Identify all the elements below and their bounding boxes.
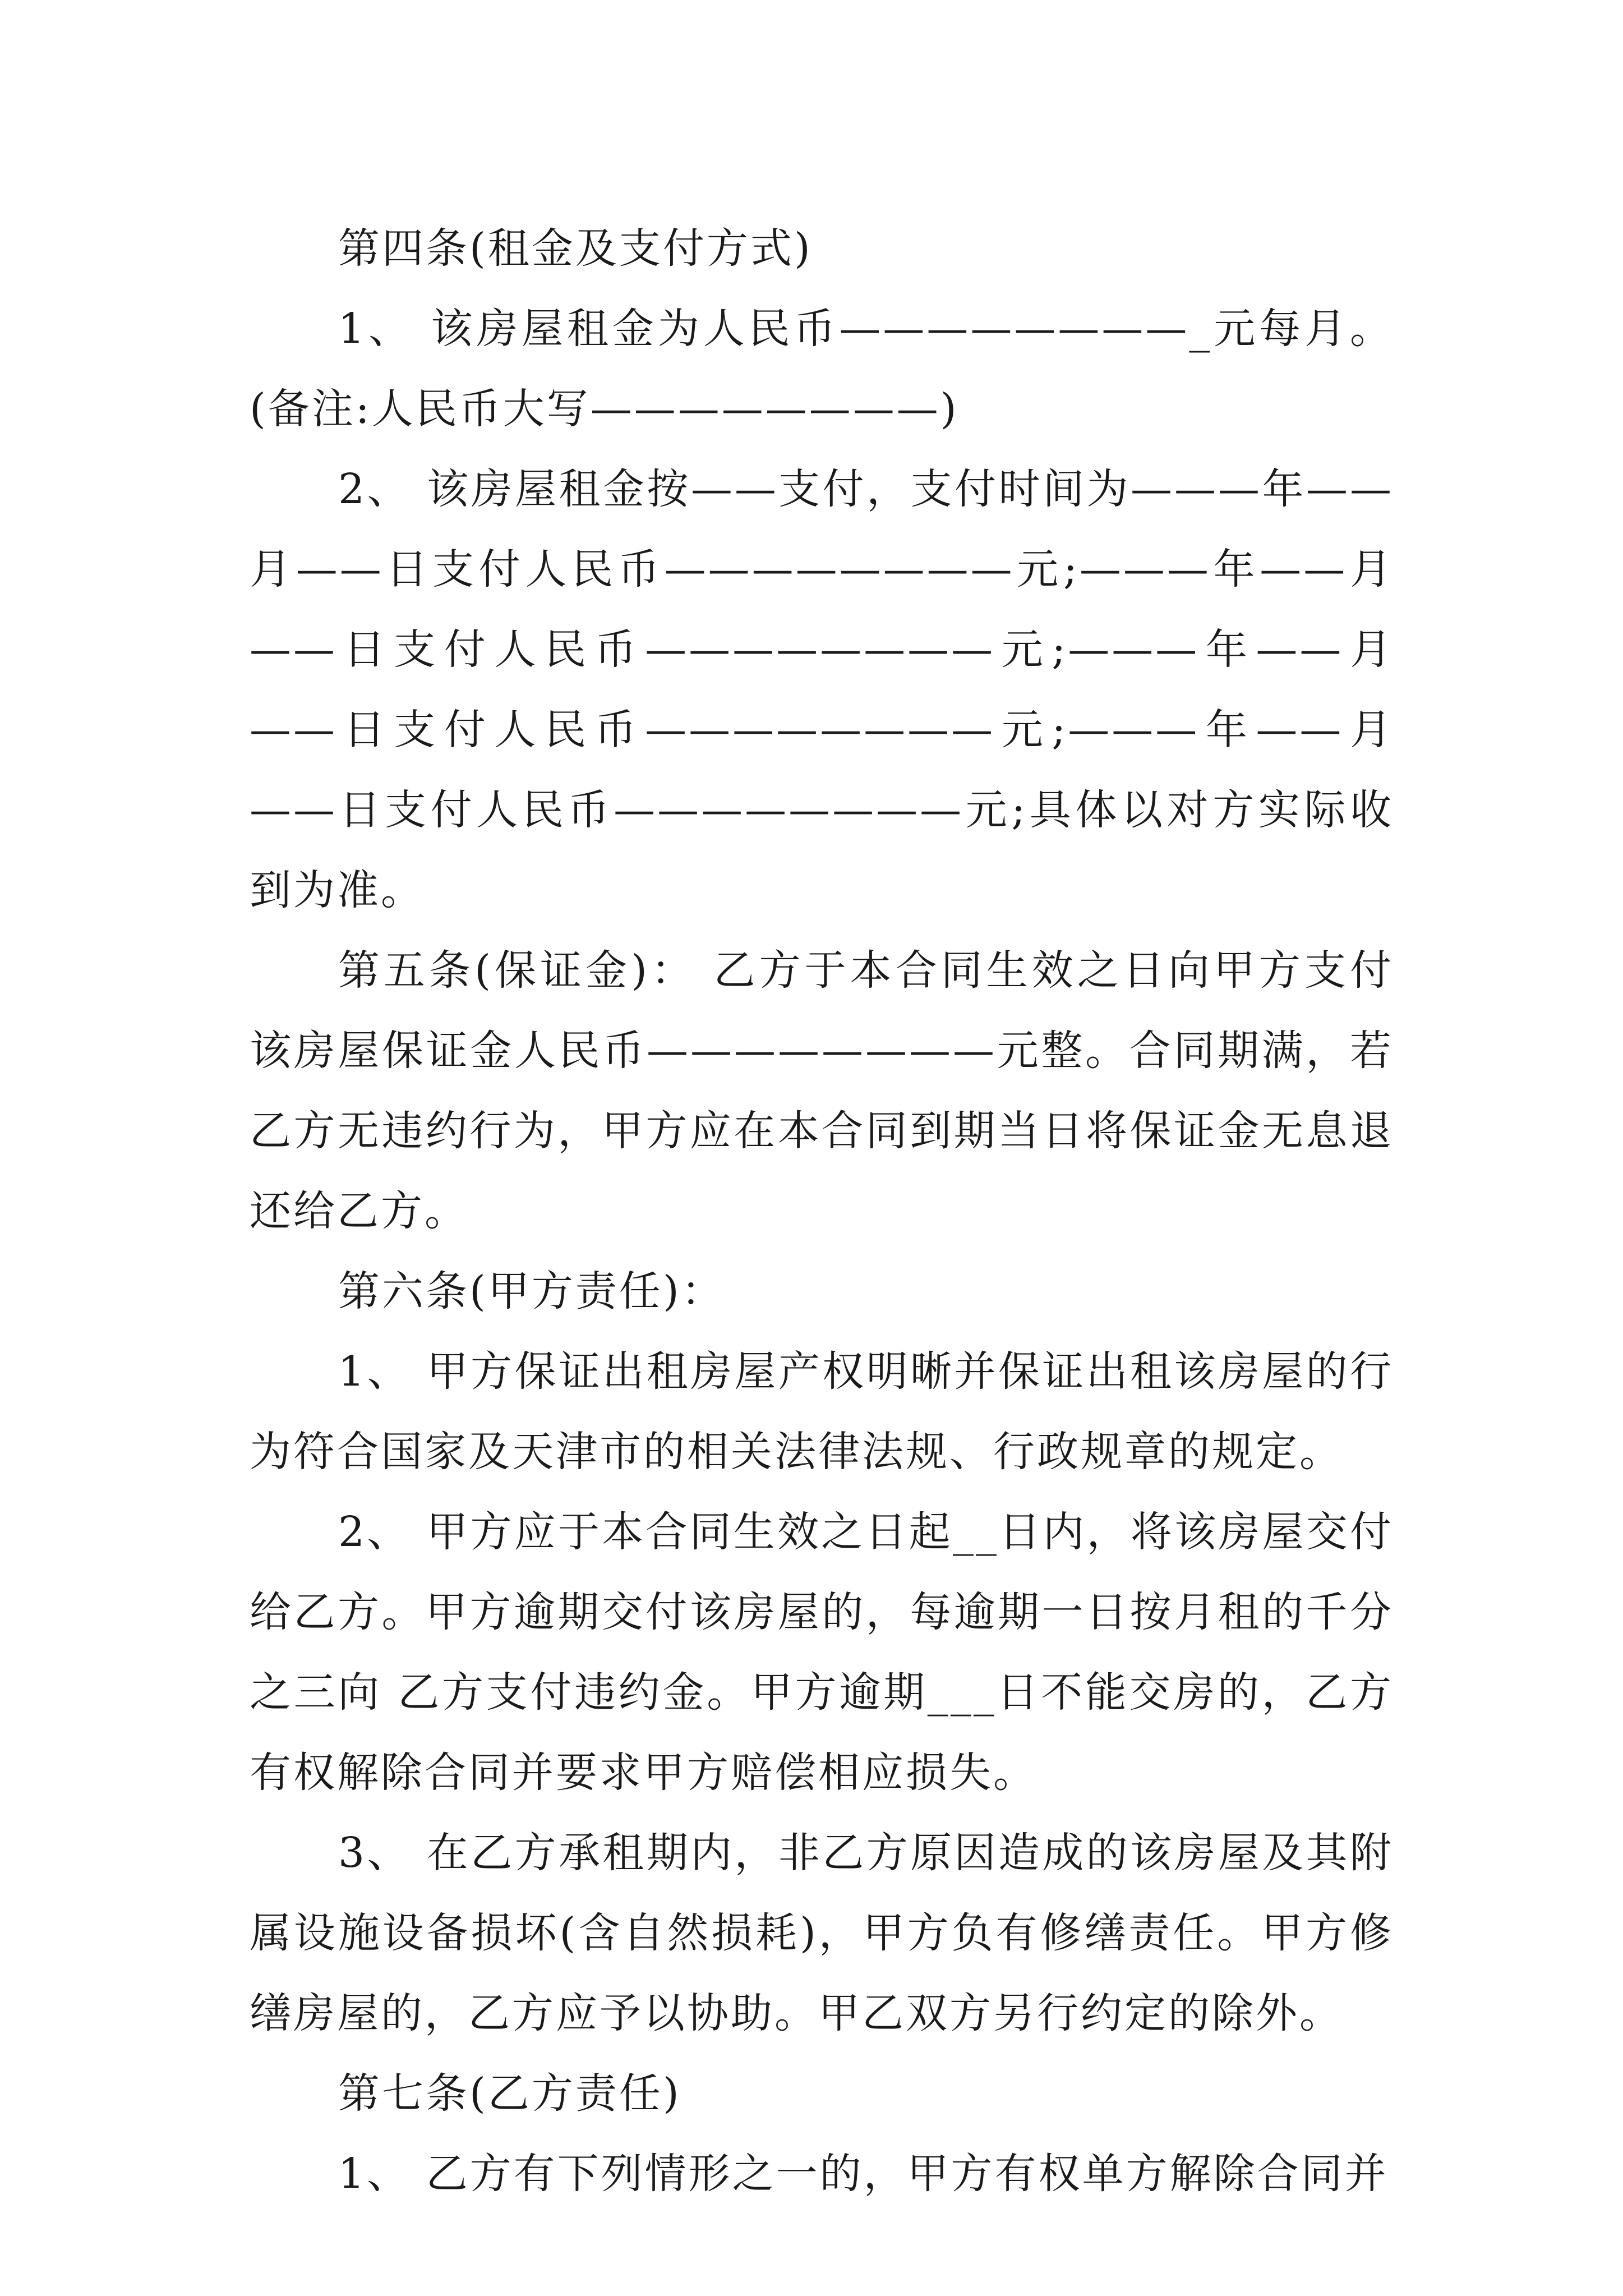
article-4-clause-2: 2、 该房屋租金按——支付，支付时间为———年——月——日支付人民币————————元;———年——月——日支付人民币————————元;———年——月——日支付人民币————————元;———年——月——日支付人民币————————元;具体以对方实际收到为准。 (250, 465, 1394, 914)
article-6-heading: 第六条(甲方责任)： (338, 1267, 725, 1315)
article-7-clause-1: 1、 乙方有下列情形之一的，甲方有权单方解除合同并 (338, 2150, 1389, 2198)
article-6-clause-1: 1、 甲方保证出租房屋产权明晰并保证出租该房屋的行为符合国家及天津市的相关法律法规、行政规章的规定。 (250, 1347, 1394, 1476)
article-7-heading: 第七条(乙方责任) (338, 2069, 681, 2118)
article-5-deposit: 第五条(保证金)： 乙方于本合同生效之日向甲方支付该房屋保证金人民币————————元整。合同期满，若乙方无违约行为，甲方应在本合同到期当日将保证金无息退还给乙方。 (250, 946, 1394, 1235)
article-6-clause-3: 3、 在乙方承租期内，非乙方原因造成的该房屋及其附属设施设备损坏(含自然损耗)，甲方负有修缮责任。甲方修缮房屋的，乙方应予以协助。甲乙双方另行约定的除外。 (250, 1829, 1394, 2037)
document-body (250, 209, 1394, 2214)
article-4-clause-1: 1、 该房屋租金为人民币————————_元每月。(备注:人民币大写————————) (250, 305, 1394, 433)
article-4-heading: 第四条(租金及支付方式) (338, 224, 813, 273)
article-6-clause-2: 2、 甲方应于本合同生效之日起__日内，将该房屋交付给乙方。甲方逾期交付该房屋的，每逾期一日按月租的千分之三向 乙方支付违约金。甲方逾期___日不能交房的，乙方有权解除合同并要求甲方赔偿相应损失。 (250, 1508, 1394, 1797)
